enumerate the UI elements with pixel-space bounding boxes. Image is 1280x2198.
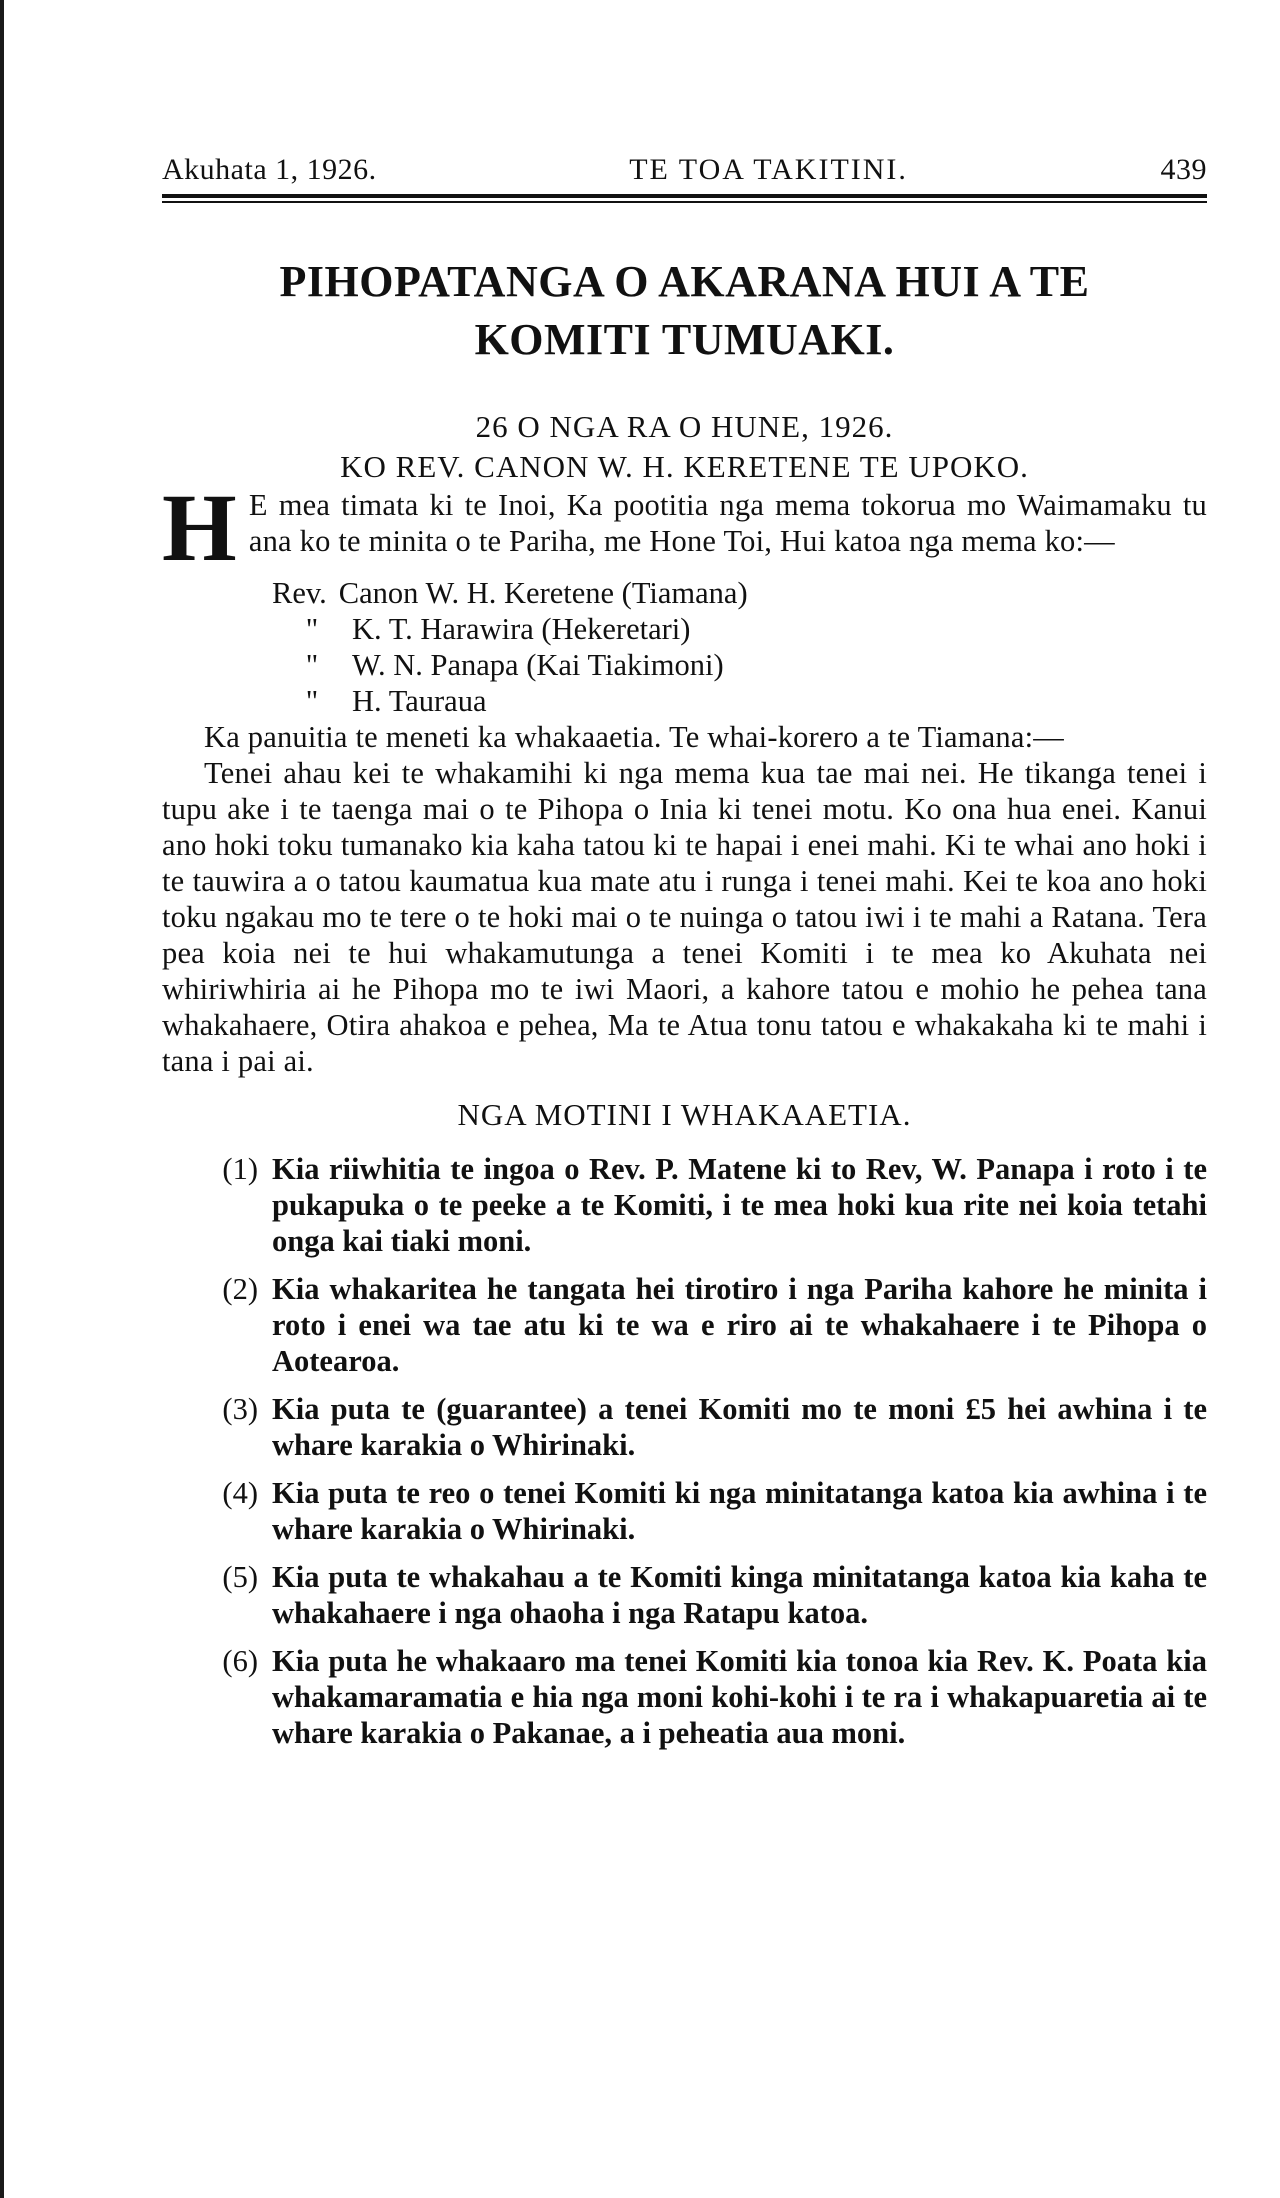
- motion-number: (5): [222, 1559, 258, 1594]
- header-page-number: 439: [1160, 153, 1207, 186]
- motion-text: Kia riiwhitia te ingoa o Rev. P. Matene ki to Rev, W. Panapa i roto i te pukapuka o te peeke a te Komiti, i te mea hoki kua rite nei koia tetahi onga kai tiaki moni.: [272, 1151, 1207, 1258]
- motion-item: [162, 1559, 1207, 1631]
- motions-list: [162, 1151, 1207, 1751]
- article-title-line2: KOMITI TUMUAKI.: [474, 314, 895, 364]
- motion-text: Kia whakaritea he tangata hei tirotiro i nga Pariha kahore he minita i roto i enei wa tae atu ki te wa e riro ai te whakahaere i te Pihopa o Aotearoa.: [272, 1271, 1207, 1378]
- header-date: Akuhata 1, 1926.: [162, 153, 377, 186]
- header-rule-thin: [162, 201, 1207, 203]
- motion-text: Kia puta te (guarantee) a tenei Komiti mo te moni £5 hei awhina i te whare karakia o Whirinaki.: [272, 1391, 1207, 1462]
- ditto-mark: ": [305, 683, 319, 718]
- meeting-date: 26 O NGA RA O HUNE, 1926.: [475, 408, 894, 444]
- minutes-paragraph: Ka panuitia te meneti ka whakaaetia. Te whai-korero a te Tiamana:—: [204, 719, 1064, 754]
- motion-number: (2): [222, 1271, 258, 1306]
- motions-heading: NGA MOTINI I WHAKAAETIA.: [457, 1096, 912, 1132]
- motion-number: (6): [222, 1643, 258, 1678]
- members-list: [162, 575, 1207, 719]
- article-title: [162, 253, 1207, 369]
- running-header: [162, 150, 1207, 190]
- motion-number: (4): [222, 1475, 258, 1510]
- member-name: W. N. Panapa (Kai Tiakimoni): [352, 647, 724, 682]
- member-name: K. T. Harawira (Hekeretari): [352, 611, 691, 646]
- page-edge-rule: [0, 0, 4, 2198]
- document-page: [162, 150, 1207, 1763]
- member-name: Canon W. H. Keretene (Tiamana): [338, 575, 748, 610]
- motion-item: [162, 1643, 1207, 1751]
- motion-number: (3): [222, 1391, 258, 1426]
- chairman-speech-paragraph: Tenei ahau kei te whakamihi ki nga mema kua tae mai nei. He tikanga tenei i tupu ake i te taenga mai o te Pihopa o Inia ki tenei motu. Ko ona hua enei. Kanui ano hoki toku tumanako kia kaha tatou ki te hapai i enei mahi. Ki te whai ano hoki i te tauwira a o tatou kaumatua kua mate atu i runga i tenei mahi. Kei te koa ano hoki toku ngakau mo te tere o te hoki mai o te nuinga o tatou iwi i te mahi a Ratana. Tera pea koia nei te hui whakamutunga a tenei Komiti i te mea ko Akuhata nei whiriwhiria ai he Pihopa mo te iwi Maori, a kahore tatou e mohio he pehea tana whakahaere, Otira ahakoa e pehea, Ma te Atua tonu tatou e whakakaha ki te mahi i tana i pai ai.: [162, 755, 1207, 1078]
- member-row: [272, 683, 1207, 719]
- member-row: [272, 647, 1207, 683]
- member-name: H. Tauraua: [352, 683, 487, 718]
- motion-text: Kia puta te reo o tenei Komiti ki nga minitatanga katoa kia awhina i te whare karakia o Whirinaki.: [272, 1475, 1207, 1546]
- motion-text: Kia puta te whakahau a te Komiti kinga minitatanga katoa kia kaha te whakahaere i nga ohaoha i nga Ratapu katoa.: [272, 1559, 1207, 1630]
- motion-item: [162, 1475, 1207, 1547]
- intro-paragraph: [162, 473, 1207, 581]
- member-title: Rev.: [272, 575, 327, 610]
- intro-text: E mea timata ki te Inoi, Ka pootitia nga mema tokorua mo Waimamaku tu ana ko te minita o te Pariha, me Hone Toi, Hui katoa nga mema ko:—: [248, 487, 1207, 558]
- header-rule-thick: [162, 194, 1207, 198]
- motion-item: [162, 1391, 1207, 1463]
- motion-number: (1): [222, 1151, 258, 1186]
- article-title-line1: PIHOPATANGA O AKARANA HUI A TE: [279, 256, 1090, 306]
- motion-item: [162, 1151, 1207, 1259]
- member-row: [272, 611, 1207, 647]
- header-publication: TE TOA TAKITINI.: [629, 153, 908, 186]
- ditto-mark: ": [305, 611, 319, 646]
- motion-item: [162, 1271, 1207, 1379]
- member-row: [272, 575, 1207, 611]
- drop-cap: H: [162, 473, 237, 581]
- motion-text: Kia puta he whakaaro ma tenei Komiti kia tonoa kia Rev. K. Poata kia whakamaramatia e hia nga moni kohi-kohi i te ra i whakapuaretia ai te whare karakia o Pakanae, a i peheatia aua moni.: [272, 1643, 1207, 1750]
- meeting-chair: KO REV. CANON W. H. KERETENE TE UPOKO.: [340, 448, 1029, 484]
- ditto-mark: ": [305, 647, 319, 682]
